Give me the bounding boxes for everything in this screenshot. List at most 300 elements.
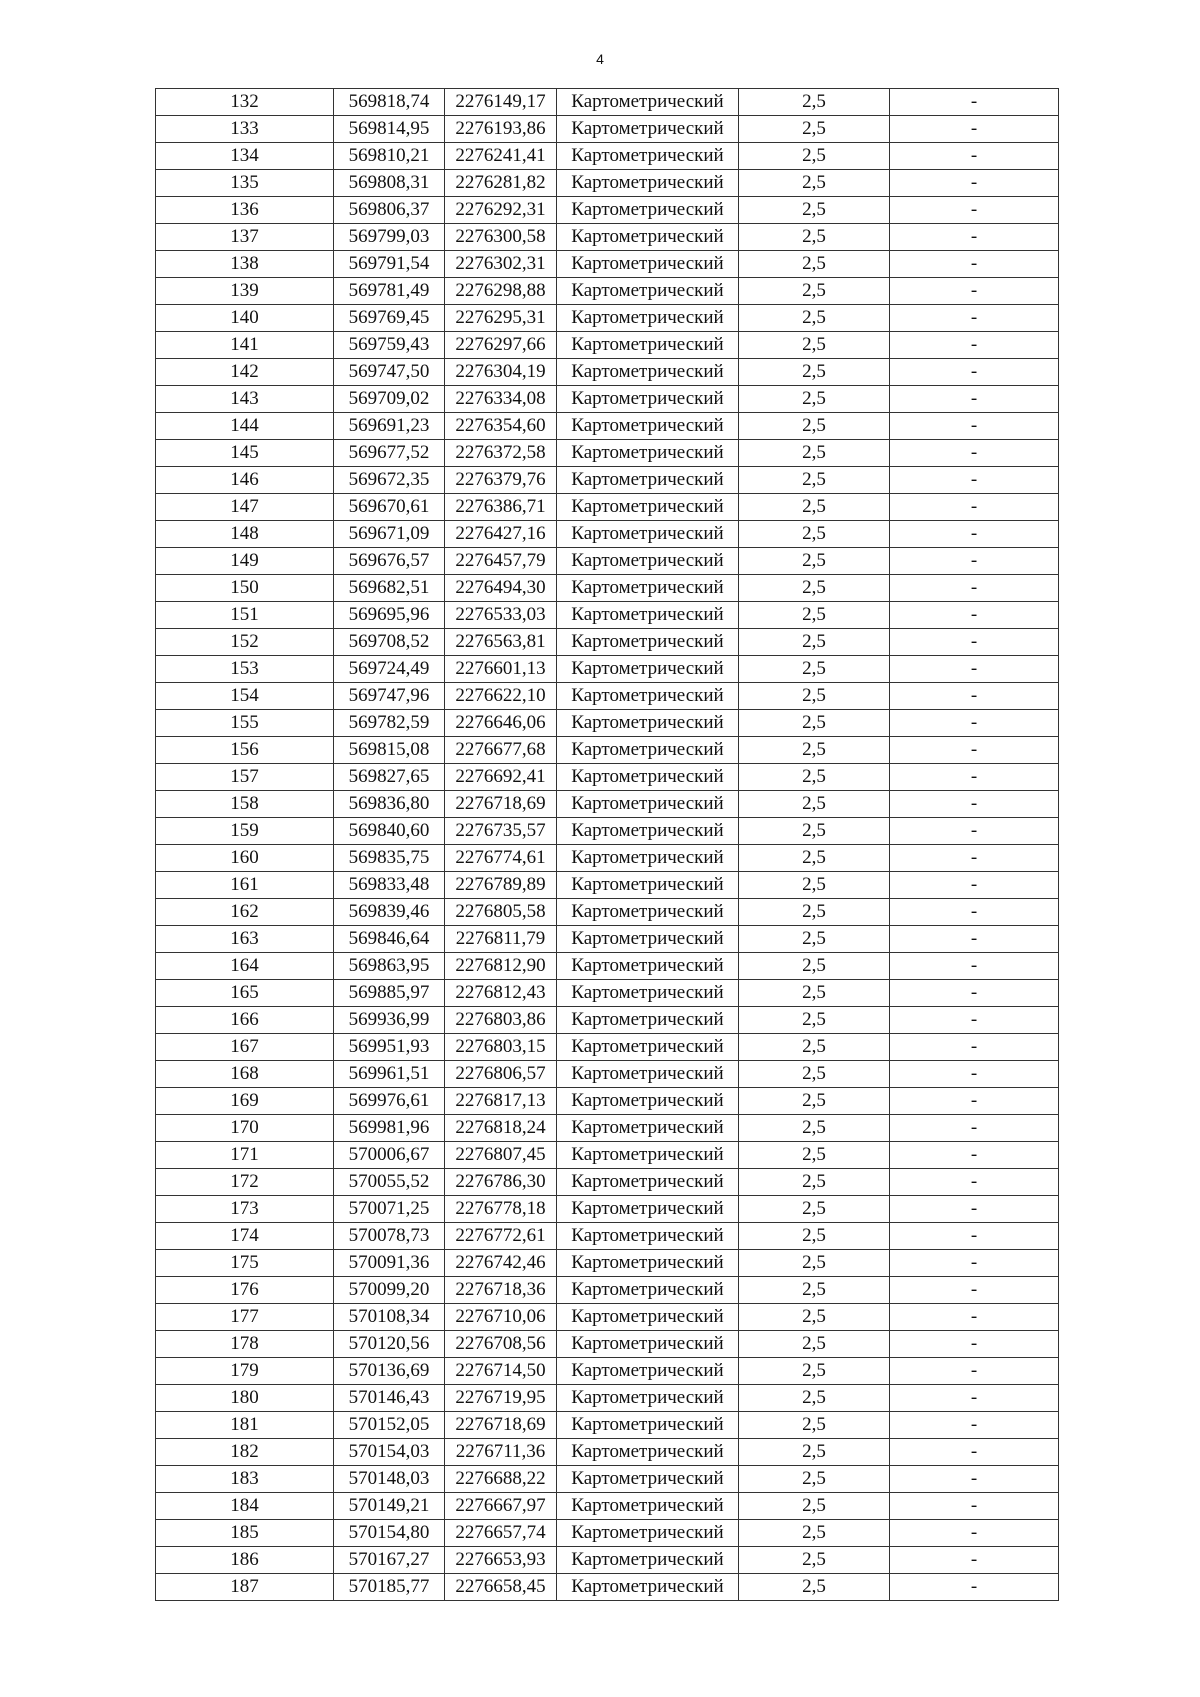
y-coordinate-cell: 2276718,69 [445,1412,557,1439]
description-cell: - [890,1007,1059,1034]
point-number-cell: 152 [156,629,334,656]
x-coordinate-cell: 569976,61 [334,1088,445,1115]
y-coordinate-cell: 2276688,22 [445,1466,557,1493]
y-coordinate-cell: 2276718,69 [445,791,557,818]
point-number-cell: 184 [156,1493,334,1520]
point-number-cell: 133 [156,116,334,143]
method-cell: Картометрический [557,224,739,251]
x-coordinate-cell: 569695,96 [334,602,445,629]
point-number-cell: 158 [156,791,334,818]
description-cell: - [890,629,1059,656]
description-cell: - [890,683,1059,710]
method-cell: Картометрический [557,197,739,224]
point-number-cell: 178 [156,1331,334,1358]
precision-cell: 2,5 [739,251,890,278]
y-coordinate-cell: 2276811,79 [445,926,557,953]
x-coordinate-cell: 569836,80 [334,791,445,818]
precision-cell: 2,5 [739,953,890,980]
y-coordinate-cell: 2276379,76 [445,467,557,494]
table-row [156,1574,1059,1601]
precision-cell: 2,5 [739,656,890,683]
precision-cell: 2,5 [739,467,890,494]
method-cell: Картометрический [557,926,739,953]
y-coordinate-cell: 2276241,41 [445,143,557,170]
description-cell: - [890,1169,1059,1196]
table-row [156,1520,1059,1547]
method-cell: Картометрический [557,1223,739,1250]
description-cell: - [890,845,1059,872]
precision-cell: 2,5 [739,1331,890,1358]
precision-cell: 2,5 [739,683,890,710]
method-cell: Картометрический [557,1412,739,1439]
method-cell: Картометрический [557,575,739,602]
description-cell: - [890,359,1059,386]
y-coordinate-cell: 2276386,71 [445,494,557,521]
method-cell: Картометрический [557,521,739,548]
x-coordinate-cell: 569808,31 [334,170,445,197]
point-number-cell: 175 [156,1250,334,1277]
table-row [156,899,1059,926]
precision-cell: 2,5 [739,1250,890,1277]
description-cell: - [890,1520,1059,1547]
x-coordinate-cell: 570185,77 [334,1574,445,1601]
table-row [156,1169,1059,1196]
method-cell: Картометрический [557,467,739,494]
point-number-cell: 153 [156,656,334,683]
table-row [156,656,1059,683]
y-coordinate-cell: 2276774,61 [445,845,557,872]
y-coordinate-cell: 2276622,10 [445,683,557,710]
method-cell: Картометрический [557,710,739,737]
precision-cell: 2,5 [739,332,890,359]
precision-cell: 2,5 [739,1277,890,1304]
x-coordinate-cell: 569818,74 [334,89,445,116]
precision-cell: 2,5 [739,737,890,764]
description-cell: - [890,764,1059,791]
point-number-cell: 187 [156,1574,334,1601]
point-number-cell: 164 [156,953,334,980]
description-cell: - [890,1304,1059,1331]
x-coordinate-cell: 569709,02 [334,386,445,413]
point-number-cell: 163 [156,926,334,953]
description-cell: - [890,1493,1059,1520]
table-row [156,1547,1059,1574]
description-cell: - [890,521,1059,548]
table-row [156,737,1059,764]
table-row [156,1466,1059,1493]
precision-cell: 2,5 [739,1088,890,1115]
precision-cell: 2,5 [739,899,890,926]
y-coordinate-cell: 2276295,31 [445,305,557,332]
x-coordinate-cell: 570055,52 [334,1169,445,1196]
point-number-cell: 137 [156,224,334,251]
method-cell: Картометрический [557,305,739,332]
y-coordinate-cell: 2276708,56 [445,1331,557,1358]
x-coordinate-cell: 570167,27 [334,1547,445,1574]
precision-cell: 2,5 [739,548,890,575]
table-row [156,791,1059,818]
y-coordinate-cell: 2276354,60 [445,413,557,440]
x-coordinate-cell: 569708,52 [334,629,445,656]
y-coordinate-cell: 2276302,31 [445,251,557,278]
y-coordinate-cell: 2276772,61 [445,1223,557,1250]
x-coordinate-cell: 569885,97 [334,980,445,1007]
description-cell: - [890,818,1059,845]
description-cell: - [890,1034,1059,1061]
point-number-cell: 157 [156,764,334,791]
method-cell: Картометрический [557,845,739,872]
description-cell: - [890,791,1059,818]
description-cell: - [890,467,1059,494]
description-cell: - [890,602,1059,629]
point-number-cell: 160 [156,845,334,872]
point-number-cell: 181 [156,1412,334,1439]
method-cell: Картометрический [557,899,739,926]
y-coordinate-cell: 2276807,45 [445,1142,557,1169]
x-coordinate-cell: 570078,73 [334,1223,445,1250]
description-cell: - [890,278,1059,305]
method-cell: Картометрический [557,1196,739,1223]
point-number-cell: 161 [156,872,334,899]
method-cell: Картометрический [557,1142,739,1169]
precision-cell: 2,5 [739,1574,890,1601]
description-cell: - [890,386,1059,413]
point-number-cell: 167 [156,1034,334,1061]
precision-cell: 2,5 [739,1439,890,1466]
point-number-cell: 177 [156,1304,334,1331]
table-row [156,89,1059,116]
description-cell: - [890,170,1059,197]
table-row [156,116,1059,143]
method-cell: Картометрический [557,548,739,575]
y-coordinate-cell: 2276789,89 [445,872,557,899]
precision-cell: 2,5 [739,521,890,548]
point-number-cell: 150 [156,575,334,602]
table-row [156,278,1059,305]
x-coordinate-cell: 569815,08 [334,737,445,764]
precision-cell: 2,5 [739,278,890,305]
point-number-cell: 174 [156,1223,334,1250]
x-coordinate-cell: 569747,50 [334,359,445,386]
x-coordinate-cell: 569791,54 [334,251,445,278]
precision-cell: 2,5 [739,143,890,170]
precision-cell: 2,5 [739,1412,890,1439]
point-number-cell: 182 [156,1439,334,1466]
table-row [156,521,1059,548]
method-cell: Картометрический [557,1088,739,1115]
table-row [156,1142,1059,1169]
precision-cell: 2,5 [739,980,890,1007]
y-coordinate-cell: 2276372,58 [445,440,557,467]
y-coordinate-cell: 2276304,19 [445,359,557,386]
method-cell: Картометрический [557,1169,739,1196]
table-row [156,440,1059,467]
method-cell: Картометрический [557,1250,739,1277]
y-coordinate-cell: 2276563,81 [445,629,557,656]
method-cell: Картометрический [557,1007,739,1034]
point-number-cell: 172 [156,1169,334,1196]
x-coordinate-cell: 570152,05 [334,1412,445,1439]
method-cell: Картометрический [557,440,739,467]
y-coordinate-cell: 2276601,13 [445,656,557,683]
x-coordinate-cell: 569670,61 [334,494,445,521]
description-cell: - [890,1466,1059,1493]
x-coordinate-cell: 569799,03 [334,224,445,251]
precision-cell: 2,5 [739,1196,890,1223]
x-coordinate-cell: 569961,51 [334,1061,445,1088]
table-row [156,305,1059,332]
x-coordinate-cell: 570154,80 [334,1520,445,1547]
point-number-cell: 138 [156,251,334,278]
y-coordinate-cell: 2276719,95 [445,1385,557,1412]
precision-cell: 2,5 [739,305,890,332]
precision-cell: 2,5 [739,710,890,737]
description-cell: - [890,575,1059,602]
description-cell: - [890,872,1059,899]
description-cell: - [890,1088,1059,1115]
point-number-cell: 156 [156,737,334,764]
y-coordinate-cell: 2276298,88 [445,278,557,305]
table-row [156,224,1059,251]
method-cell: Картометрический [557,386,739,413]
method-cell: Картометрический [557,1304,739,1331]
precision-cell: 2,5 [739,1223,890,1250]
description-cell: - [890,1250,1059,1277]
y-coordinate-cell: 2276334,08 [445,386,557,413]
precision-cell: 2,5 [739,197,890,224]
table-row [156,1385,1059,1412]
point-number-cell: 140 [156,305,334,332]
y-coordinate-cell: 2276281,82 [445,170,557,197]
x-coordinate-cell: 569827,65 [334,764,445,791]
method-cell: Картометрический [557,143,739,170]
table-row [156,953,1059,980]
table-row [156,359,1059,386]
x-coordinate-cell: 569806,37 [334,197,445,224]
description-cell: - [890,710,1059,737]
precision-cell: 2,5 [739,1385,890,1412]
x-coordinate-cell: 570108,34 [334,1304,445,1331]
method-cell: Картометрический [557,764,739,791]
precision-cell: 2,5 [739,89,890,116]
x-coordinate-cell: 569840,60 [334,818,445,845]
x-coordinate-cell: 569951,93 [334,1034,445,1061]
point-number-cell: 145 [156,440,334,467]
description-cell: - [890,1574,1059,1601]
description-cell: - [890,1439,1059,1466]
point-number-cell: 141 [156,332,334,359]
precision-cell: 2,5 [739,1466,890,1493]
method-cell: Картометрический [557,1385,739,1412]
y-coordinate-cell: 2276193,86 [445,116,557,143]
precision-cell: 2,5 [739,386,890,413]
method-cell: Картометрический [557,818,739,845]
y-coordinate-cell: 2276714,50 [445,1358,557,1385]
table-row [156,1088,1059,1115]
method-cell: Картометрический [557,980,739,1007]
precision-cell: 2,5 [739,845,890,872]
description-cell: - [890,494,1059,521]
method-cell: Картометрический [557,656,739,683]
point-number-cell: 135 [156,170,334,197]
x-coordinate-cell: 570071,25 [334,1196,445,1223]
precision-cell: 2,5 [739,1358,890,1385]
table-row [156,1412,1059,1439]
coordinates-table-body [156,89,1059,1601]
table-row [156,629,1059,656]
y-coordinate-cell: 2276803,86 [445,1007,557,1034]
table-row [156,1115,1059,1142]
x-coordinate-cell: 570120,56 [334,1331,445,1358]
description-cell: - [890,413,1059,440]
precision-cell: 2,5 [739,440,890,467]
table-row [156,170,1059,197]
method-cell: Картометрический [557,251,739,278]
precision-cell: 2,5 [739,494,890,521]
precision-cell: 2,5 [739,818,890,845]
point-number-cell: 132 [156,89,334,116]
precision-cell: 2,5 [739,1115,890,1142]
description-cell: - [890,197,1059,224]
x-coordinate-cell: 569839,46 [334,899,445,926]
y-coordinate-cell: 2276817,13 [445,1088,557,1115]
description-cell: - [890,440,1059,467]
table-row [156,575,1059,602]
method-cell: Картометрический [557,602,739,629]
method-cell: Картометрический [557,1331,739,1358]
method-cell: Картометрический [557,1277,739,1304]
point-number-cell: 165 [156,980,334,1007]
y-coordinate-cell: 2276818,24 [445,1115,557,1142]
point-number-cell: 159 [156,818,334,845]
precision-cell: 2,5 [739,575,890,602]
y-coordinate-cell: 2276657,74 [445,1520,557,1547]
description-cell: - [890,1142,1059,1169]
x-coordinate-cell: 569810,21 [334,143,445,170]
table-row [156,980,1059,1007]
point-number-cell: 146 [156,467,334,494]
x-coordinate-cell: 569691,23 [334,413,445,440]
table-row [156,1439,1059,1466]
table-row [156,332,1059,359]
y-coordinate-cell: 2276667,97 [445,1493,557,1520]
method-cell: Картометрический [557,1115,739,1142]
y-coordinate-cell: 2276692,41 [445,764,557,791]
x-coordinate-cell: 570149,21 [334,1493,445,1520]
y-coordinate-cell: 2276494,30 [445,575,557,602]
table-row [156,467,1059,494]
description-cell: - [890,1223,1059,1250]
precision-cell: 2,5 [739,791,890,818]
method-cell: Картометрический [557,791,739,818]
x-coordinate-cell: 569682,51 [334,575,445,602]
y-coordinate-cell: 2276786,30 [445,1169,557,1196]
point-number-cell: 148 [156,521,334,548]
precision-cell: 2,5 [739,413,890,440]
precision-cell: 2,5 [739,1304,890,1331]
precision-cell: 2,5 [739,872,890,899]
table-row [156,764,1059,791]
point-number-cell: 151 [156,602,334,629]
y-coordinate-cell: 2276292,31 [445,197,557,224]
table-row [156,683,1059,710]
y-coordinate-cell: 2276457,79 [445,548,557,575]
table-row [156,1331,1059,1358]
y-coordinate-cell: 2276735,57 [445,818,557,845]
precision-cell: 2,5 [739,359,890,386]
method-cell: Картометрический [557,737,739,764]
point-number-cell: 169 [156,1088,334,1115]
method-cell: Картометрический [557,1358,739,1385]
point-number-cell: 173 [156,1196,334,1223]
point-number-cell: 166 [156,1007,334,1034]
point-number-cell: 149 [156,548,334,575]
precision-cell: 2,5 [739,602,890,629]
x-coordinate-cell: 570091,36 [334,1250,445,1277]
point-number-cell: 176 [156,1277,334,1304]
y-coordinate-cell: 2276812,90 [445,953,557,980]
description-cell: - [890,1115,1059,1142]
table-row [156,494,1059,521]
x-coordinate-cell: 569814,95 [334,116,445,143]
x-coordinate-cell: 569863,95 [334,953,445,980]
table-row [156,197,1059,224]
y-coordinate-cell: 2276711,36 [445,1439,557,1466]
x-coordinate-cell: 570136,69 [334,1358,445,1385]
point-number-cell: 170 [156,1115,334,1142]
x-coordinate-cell: 569747,96 [334,683,445,710]
precision-cell: 2,5 [739,170,890,197]
y-coordinate-cell: 2276718,36 [445,1277,557,1304]
y-coordinate-cell: 2276805,58 [445,899,557,926]
point-number-cell: 180 [156,1385,334,1412]
method-cell: Картометрический [557,116,739,143]
description-cell: - [890,1412,1059,1439]
y-coordinate-cell: 2276533,03 [445,602,557,629]
table-row [156,1007,1059,1034]
method-cell: Картометрический [557,1439,739,1466]
point-number-cell: 183 [156,1466,334,1493]
x-coordinate-cell: 569724,49 [334,656,445,683]
description-cell: - [890,224,1059,251]
description-cell: - [890,1547,1059,1574]
x-coordinate-cell: 570146,43 [334,1385,445,1412]
table-row [156,251,1059,278]
method-cell: Картометрический [557,1061,739,1088]
method-cell: Картометрический [557,494,739,521]
y-coordinate-cell: 2276812,43 [445,980,557,1007]
method-cell: Картометрический [557,1466,739,1493]
x-coordinate-cell: 569672,35 [334,467,445,494]
precision-cell: 2,5 [739,1142,890,1169]
x-coordinate-cell: 569769,45 [334,305,445,332]
precision-cell: 2,5 [739,1007,890,1034]
description-cell: - [890,89,1059,116]
method-cell: Картометрический [557,359,739,386]
x-coordinate-cell: 570006,67 [334,1142,445,1169]
point-number-cell: 185 [156,1520,334,1547]
x-coordinate-cell: 569671,09 [334,521,445,548]
table-row [156,1493,1059,1520]
x-coordinate-cell: 569981,96 [334,1115,445,1142]
point-number-cell: 186 [156,1547,334,1574]
point-number-cell: 134 [156,143,334,170]
table-row [156,602,1059,629]
precision-cell: 2,5 [739,224,890,251]
y-coordinate-cell: 2276427,16 [445,521,557,548]
method-cell: Картометрический [557,1574,739,1601]
precision-cell: 2,5 [739,764,890,791]
